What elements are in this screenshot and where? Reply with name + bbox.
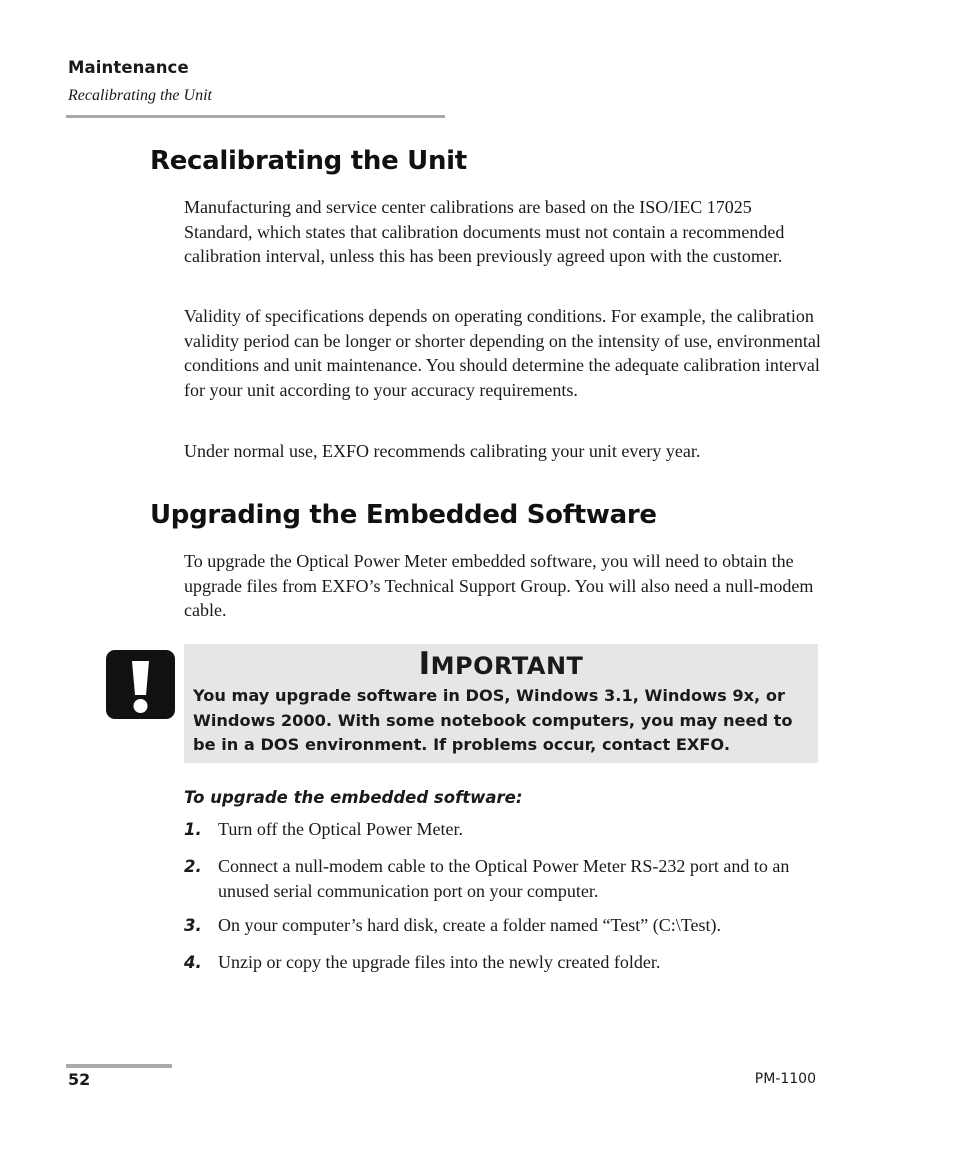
- heading-upgrading: Upgrading the Embedded Software: [150, 500, 657, 530]
- page-number: 52: [68, 1070, 91, 1089]
- important-title-rest: MPORTANT: [430, 652, 584, 680]
- step-number: 3.: [184, 916, 202, 935]
- heading-recalibrating: Recalibrating the Unit: [150, 146, 467, 176]
- running-header-section: Maintenance: [68, 58, 189, 77]
- step-number: 1.: [184, 820, 202, 839]
- important-text: You may upgrade software in DOS, Windows 3.1, Windows 9x, or Windows 2000. With some notebook computers, you may need to be in a DOS environment. If problems occur, contact EXFO.: [193, 686, 793, 754]
- step-text: Connect a null-modem cable to the Optical Power Meter RS-232 port and to an unused serial communication port on your computer.: [218, 856, 790, 901]
- step-number: 2.: [184, 857, 202, 876]
- procedure-step: [184, 950, 824, 975]
- paragraph-upgrade-intro: To upgrade the Optical Power Meter embedded software, you will need to obtain the upgrade files from EXFO’s Technical Support Group. You will also need a null-modem cable.: [184, 551, 814, 621]
- footer-model: PM-1100: [754, 1071, 816, 1087]
- step-text: Turn off the Optical Power Meter.: [218, 819, 463, 839]
- step-number: 4.: [184, 953, 202, 972]
- step-text: Unzip or copy the upgrade files into the newly created folder.: [218, 952, 661, 972]
- running-header-subsection: Recalibrating the Unit: [68, 87, 212, 104]
- important-title-initial: I: [418, 646, 431, 682]
- procedure-step: [184, 854, 824, 903]
- procedure-step: [184, 913, 824, 938]
- paragraph-recommendation: Under normal use, EXFO recommends calibrating your unit every year.: [184, 441, 701, 461]
- procedure-title: To upgrade the embedded software:: [184, 788, 523, 807]
- important-title: [184, 646, 818, 682]
- important-notice: [184, 644, 818, 763]
- paragraph-validity: Validity of specifications depends on operating conditions. For example, the calibration validity period can be longer or shorter depending on the intensity of use, environmental conditions and unit maintenance. You should determine the adequate calibration interval for your unit according to your accuracy requirements.: [184, 306, 821, 400]
- header-rule: [66, 115, 445, 118]
- footer-rule: [66, 1064, 172, 1068]
- step-text: On your computer’s hard disk, create a folder named “Test” (C:\Test).: [218, 915, 721, 935]
- procedure-step: [184, 817, 824, 842]
- exclamation-icon: [106, 650, 175, 719]
- paragraph-calibration-standard: Manufacturing and service center calibrations are based on the ISO/IEC 17025 Standard, which states that calibration documents must not contain a recommended calibration interval, unless this has been previously agreed upon with the customer.: [184, 197, 785, 267]
